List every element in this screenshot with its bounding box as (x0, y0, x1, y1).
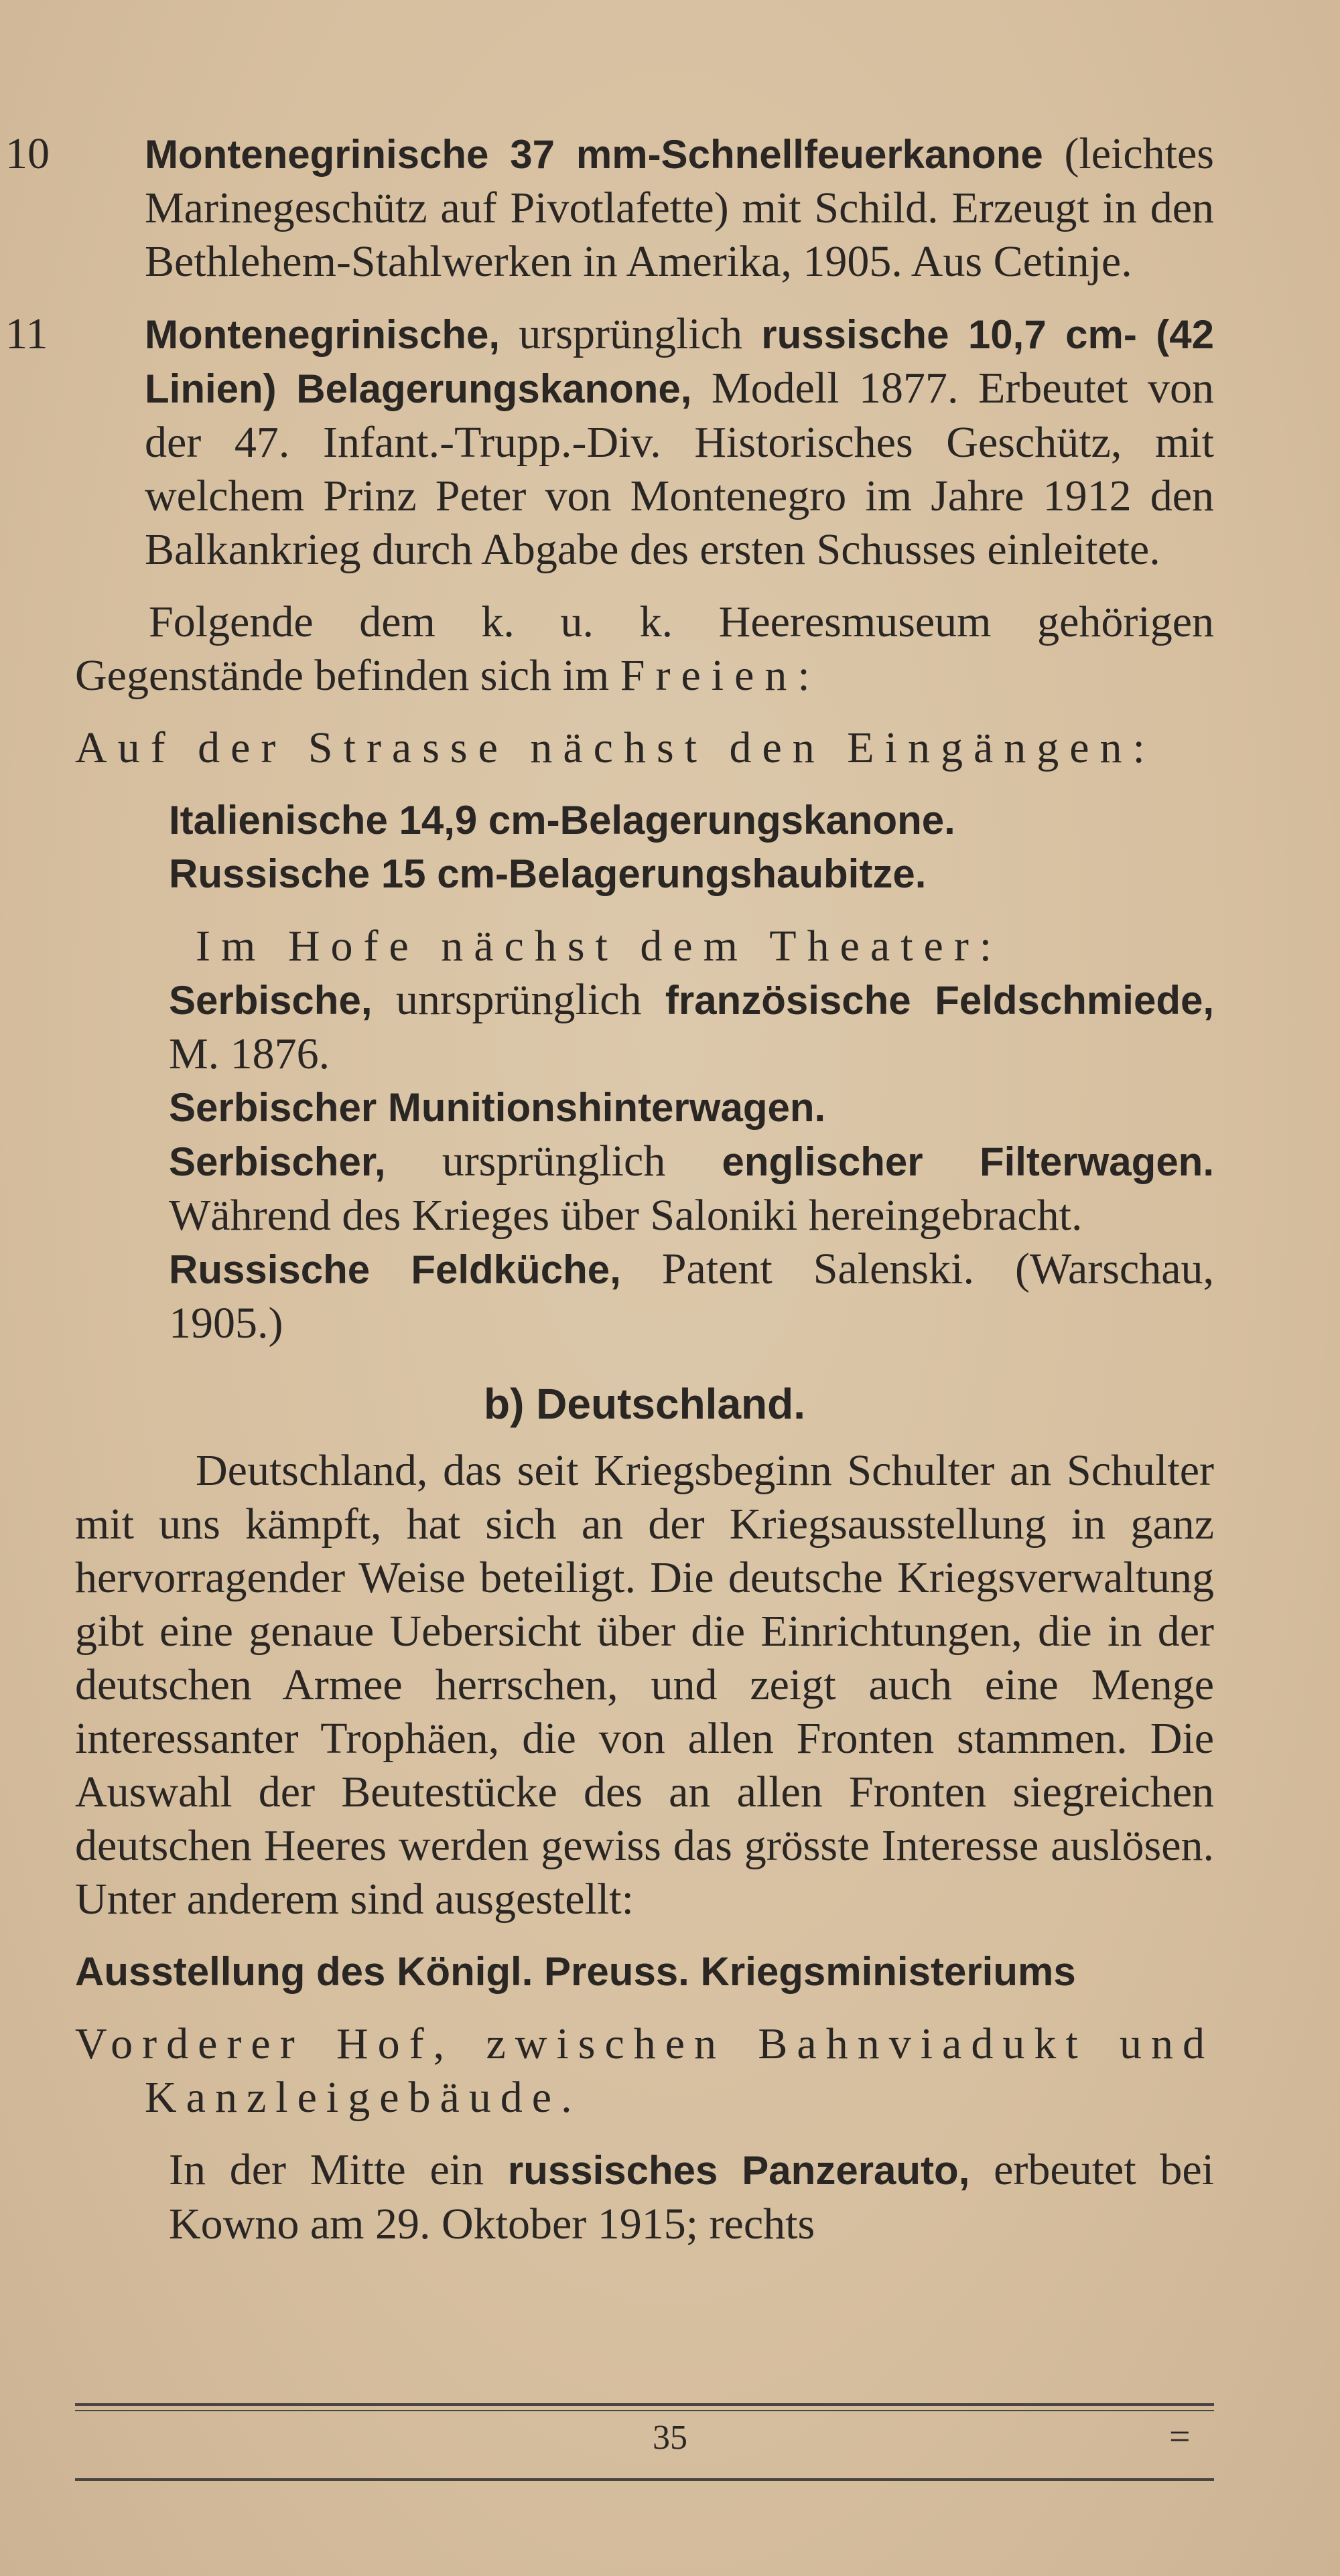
item-text: unrsprünglich (395, 975, 642, 1024)
entry-number: 11 (5, 309, 48, 358)
item-text: Patent Salenski. (Warschau, 1905.) (169, 1244, 1215, 1348)
entry-title-b: russische 10,7 cm- (42 Linien) Belagerungskanone, (145, 312, 1215, 411)
courtyard-item-1 (169, 973, 1214, 1081)
germany-paragraph: Deutschland, das seit Kriegsbeginn Schulter an Schulter mit uns kämpft, hat sich an der Kriegsausstellung in ganz hervorragender Weise beteiligt. Die deutsche Kriegsverwaltung gibt eine genaue Uebersicht über die Einrichtungen, die in der deutschen Armee herrschen, und zeigt auch eine Menge interessanter Trophäen, die von allen Fronten stammen. Die Auswahl der Beutestücke des an allen Fronten siegreichen deutschen Heeres werden gewiss das grösste Interesse auslösen. Unter anderem sind ausgestellt: (75, 1446, 1214, 1924)
section-title: b) Deutschland. (483, 1380, 806, 1428)
entry-title: Montenegrinische 37 mm-Schnellfeuerkanone (145, 132, 1043, 177)
courtyard-item-2: Serbischer Munitionshinterwagen. (169, 1085, 826, 1130)
footer-rule-top (75, 2403, 1214, 2406)
item-bold: französische Feldschmiede, (665, 978, 1215, 1023)
page-content (5, 127, 1215, 2251)
entry-11 (5, 307, 1215, 577)
footer-rule-bottom (75, 2478, 1214, 2481)
entry-title-a: Montenegrinische, (145, 312, 500, 357)
entry-number: 10 (5, 129, 50, 178)
item-bold: englischer Filterwagen. (722, 1139, 1215, 1184)
item-text: Während des Krieges über Saloniki hereingebracht. (169, 1191, 1083, 1240)
page-mark: = (1169, 2416, 1191, 2457)
courtyard-item-3 (169, 1135, 1214, 1242)
item-bold: Russische Feldküche, (169, 1247, 621, 1292)
street-heading: Auf der Strasse nächst den Eingängen: (75, 723, 1156, 772)
courtyard-item-4 (169, 1242, 1214, 1350)
courtyard-list (75, 973, 1214, 1350)
footer-rule-top-thin (75, 2410, 1214, 2411)
item-bold: Serbischer, (169, 1139, 386, 1184)
para-text: In der Mitte ein (169, 2145, 484, 2194)
item-text: ursprünglich (442, 1137, 666, 1186)
item-bold: Serbische, (169, 978, 373, 1023)
street-item-2: Russische 15 cm-Belagerungshaubitze. (169, 851, 927, 896)
entry-text: Modell 1877. Erbeutet von der 47. Infant.-Trupp.-Div. Historisches Geschütz, mit welchem Prinz Peter von Montenegro im Jahre 1912 den Balkankrieg durch Abgabe des ersten Schusses einleitete. (145, 364, 1215, 574)
street-item-1: Italienische 14,9 cm-Belagerungskanone. (169, 798, 955, 843)
ministry-heading: Ausstellung des Königl. Preuss. Kriegsministeriums (75, 1949, 1076, 1994)
entry-10 (5, 127, 1214, 289)
front-yard-heading: Vorderer Hof, zwischen Bahnviadukt und Kanzleigebäude. (75, 2019, 1214, 2122)
page-number: 35 (653, 2419, 687, 2457)
entry-mid: ursprünglich (519, 309, 742, 358)
para-text: erbeutet bei Kowno am 29. Oktober 1915; rechts (169, 2145, 1215, 2248)
outdoor-intro-text: Folgende dem k. u. k. Heeresmuseum gehörigen Gegenstände befinden sich im (75, 597, 1214, 700)
courtyard-heading: Im Hofe nächst dem Theater: (196, 922, 1003, 971)
last-paragraph (75, 2143, 1214, 2251)
entry-text: (leichtes Marinegeschütz auf Pivotlafette) mit Schild. Erzeugt in den Bethlehem-Stahlwerken in Amerika, 1905. Aus Cetinje. (145, 129, 1214, 286)
outdoor-intro (75, 595, 1214, 703)
outdoor-intro-spaced: Freien: (620, 651, 821, 700)
item-text: M. 1876. (169, 1029, 330, 1078)
para-bold: russisches Panzerauto, (507, 2148, 970, 2193)
